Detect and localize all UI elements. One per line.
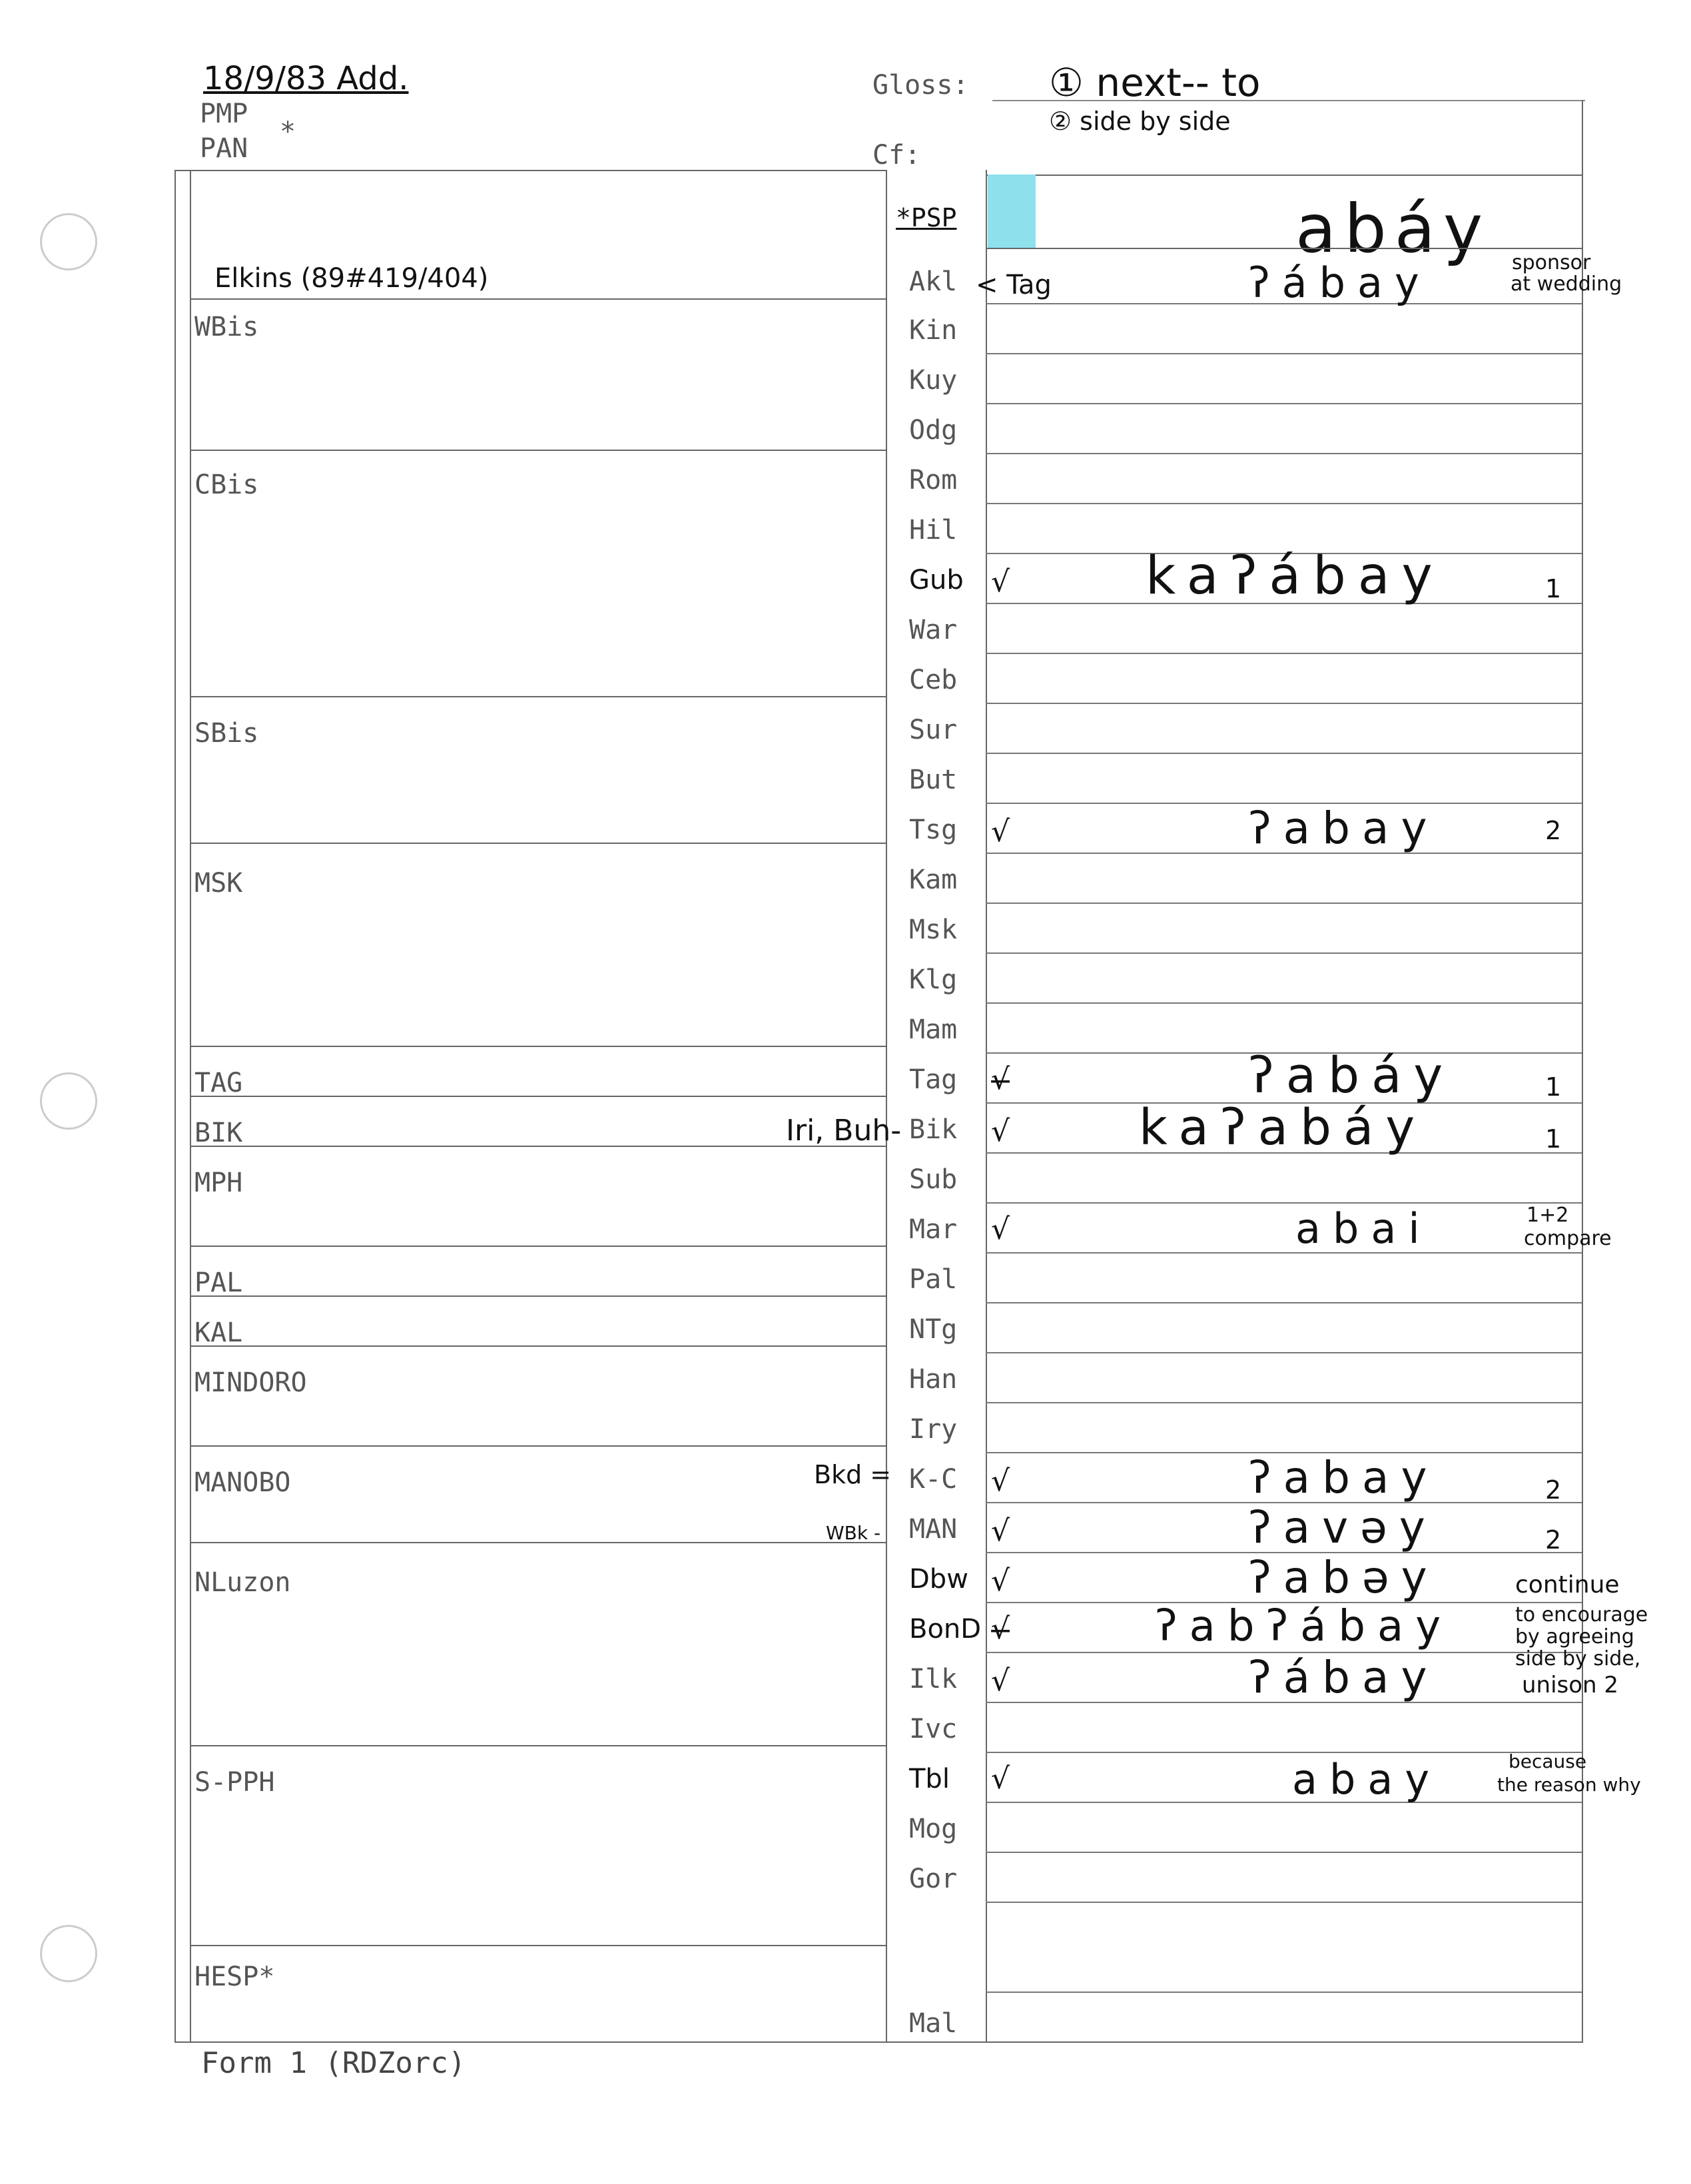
- row-line: [986, 1992, 1582, 1993]
- lang-ivc: Ivc: [909, 1714, 958, 1744]
- row-line: [986, 952, 1582, 954]
- ilk-form: ʔábay: [1249, 1652, 1439, 1703]
- group-divider: [190, 1046, 886, 1047]
- mar-form: abai: [1295, 1204, 1432, 1253]
- dbw-check: √: [991, 1564, 1010, 1598]
- group-wbis: WBis: [194, 312, 259, 342]
- punch-hole-middle: [40, 1072, 97, 1130]
- tsg-check: √: [991, 815, 1010, 849]
- bond-check: √̶: [991, 1612, 1010, 1646]
- group-divider: [190, 1246, 886, 1247]
- group-mph: MPH: [194, 1168, 243, 1198]
- group-divider: [190, 1745, 886, 1746]
- bond-note-c: side by side,: [1515, 1647, 1641, 1670]
- lang-gor: Gor: [909, 1864, 958, 1894]
- group-divider: [190, 1345, 886, 1347]
- bond-note-b: by agreeing: [1515, 1625, 1634, 1648]
- lang-akl: Akl: [909, 266, 958, 297]
- bond-note-a: to encourage: [1515, 1603, 1648, 1627]
- group-bik: BIK: [194, 1118, 243, 1148]
- group-divider: [190, 1945, 886, 1946]
- gloss-secondary: ② side by side: [1049, 107, 1231, 136]
- lang-ilk: Ilk: [909, 1664, 958, 1694]
- lang-tag: Tag: [909, 1064, 958, 1095]
- group-divider: [190, 1146, 886, 1147]
- row-line: [986, 1402, 1582, 1403]
- group-tag: TAG: [194, 1068, 243, 1098]
- tsg-gloss: 2: [1545, 816, 1562, 845]
- kc-gloss: 2: [1545, 1475, 1562, 1505]
- pmp-star: *: [280, 117, 296, 147]
- group-divider: [190, 696, 886, 697]
- group-nluzon: NLuzon: [194, 1567, 291, 1598]
- row-line: [986, 1752, 1582, 1753]
- group-msk: MSK: [194, 868, 243, 899]
- row-line: [986, 1352, 1582, 1353]
- lang-kin: Kin: [909, 315, 958, 346]
- akl-note-a: sponsor: [1512, 251, 1591, 274]
- lang-sur: Sur: [909, 715, 958, 745]
- lang-han: Han: [909, 1364, 958, 1395]
- tbl-note-a: because: [1509, 1750, 1587, 1772]
- row-line: [986, 703, 1582, 704]
- lang-bik: Bik: [909, 1114, 958, 1145]
- man-form: ʔavəy: [1249, 1502, 1437, 1553]
- lang-but: But: [909, 765, 958, 795]
- group-divider: [190, 1096, 886, 1097]
- lang-ntg: NTg: [909, 1314, 958, 1345]
- column-divider: [886, 170, 887, 2041]
- dbw-note: continue: [1515, 1571, 1620, 1599]
- mar-check: √: [991, 1212, 1010, 1246]
- group-pal: PAL: [194, 1268, 243, 1298]
- lang-man: MAN: [909, 1514, 958, 1545]
- group-cbis: CBis: [194, 470, 259, 500]
- mar-note-b: compare: [1524, 1227, 1612, 1250]
- lang-gub: Gub: [909, 565, 964, 595]
- psp-row-bottom: [986, 248, 1582, 249]
- lang-war: War: [909, 615, 958, 645]
- group-divider: [190, 1295, 886, 1297]
- psp-form: abáy: [1295, 190, 1491, 268]
- lang-mam: Mam: [909, 1014, 958, 1045]
- row-line: [986, 1852, 1582, 1853]
- man-prefix: WBk -: [826, 1522, 881, 1544]
- gub-gloss: 1: [1545, 574, 1562, 603]
- kc-form: ʔabay: [1249, 1452, 1439, 1503]
- ilk-note: unison 2: [1522, 1672, 1619, 1698]
- pan-label: PAN: [200, 133, 248, 164]
- group-kal: KAL: [194, 1317, 243, 1348]
- row-line: [986, 1302, 1582, 1303]
- bond-form: ʔabʔábay: [1156, 1602, 1453, 1651]
- tsg-form: ʔabay: [1249, 803, 1439, 854]
- group-divider: [190, 1542, 886, 1543]
- lang-mal: Mal: [909, 2008, 958, 2039]
- akl-prefix: < Tag: [976, 270, 1052, 300]
- dbw-form: ʔabəy: [1249, 1552, 1439, 1603]
- tag-gloss: 1: [1545, 1072, 1562, 1102]
- lang-mar: Mar: [909, 1214, 958, 1245]
- lang-hil: Hil: [909, 515, 958, 546]
- psp-highlight-cell: [988, 175, 1036, 248]
- man-gloss: 2: [1545, 1525, 1562, 1555]
- psp-label: *PSP: [896, 203, 957, 232]
- lang-pal: Pal: [909, 1264, 958, 1295]
- row-line: [986, 353, 1582, 354]
- lang-rom: Rom: [909, 465, 958, 496]
- kc-prefix: Bkd =: [814, 1460, 892, 1489]
- bik-check: √: [991, 1114, 1010, 1148]
- row-line: [986, 1202, 1582, 1204]
- tag-check: √̶: [991, 1062, 1010, 1096]
- row-line: [986, 503, 1582, 504]
- group-divider: [190, 298, 886, 300]
- tbl-check: √: [991, 1762, 1010, 1796]
- lang-k-c: K-C: [909, 1464, 958, 1495]
- row-line: [986, 453, 1582, 454]
- man-check: √: [991, 1514, 1010, 1548]
- cf-label: Cf:: [872, 140, 921, 171]
- kc-check: √: [991, 1464, 1010, 1498]
- group-divider: [190, 1445, 886, 1447]
- row-line: [986, 903, 1582, 904]
- lang-kam: Kam: [909, 865, 958, 895]
- frame-top: [174, 170, 886, 171]
- group-mindoro: MINDORO: [194, 1367, 307, 1398]
- date-note: 18/9/83 Add.: [203, 60, 409, 97]
- gub-form: kaʔábay: [1146, 546, 1445, 606]
- form-footer: Form 1 (RDZorc): [201, 2046, 466, 2080]
- tag-form: ʔabáy: [1249, 1047, 1455, 1104]
- row-line: [986, 1802, 1582, 1803]
- lang-dbw: Dbw: [909, 1564, 968, 1595]
- row-line: [986, 403, 1582, 404]
- akl-form: ʔábay: [1249, 258, 1431, 307]
- row-line: [986, 1252, 1582, 1254]
- lang-msk: Msk: [909, 914, 958, 945]
- lang-kuy: Kuy: [909, 365, 958, 396]
- row-line: [986, 1002, 1582, 1004]
- ilk-check: √: [991, 1664, 1010, 1698]
- bik-form: kaʔabáy: [1139, 1099, 1427, 1156]
- group-divider: [190, 843, 886, 844]
- gloss-label: Gloss:: [872, 70, 969, 101]
- gloss-underline: [992, 100, 1585, 101]
- mar-note-a: 1+2: [1526, 1204, 1569, 1227]
- lang-ceb: Ceb: [909, 665, 958, 695]
- lang-tsg: Tsg: [909, 815, 958, 845]
- lang-mog: Mog: [909, 1814, 958, 1844]
- frame-bottom: [174, 2041, 1583, 2043]
- cf-box-bottom: [986, 175, 1582, 176]
- lang-bond: BonD: [909, 1614, 982, 1644]
- lang-sub: Sub: [909, 1164, 958, 1195]
- lang-klg: Klg: [909, 964, 958, 995]
- form-column-divider: [986, 170, 987, 2041]
- bik-gloss: 1: [1545, 1124, 1562, 1154]
- lang-tbl: Tbl: [909, 1764, 950, 1794]
- pmp-label: PMP: [200, 99, 248, 129]
- group-manobo: MANOBO: [194, 1467, 291, 1498]
- group-sbis: SBis: [194, 718, 259, 749]
- akl-note-b: at wedding: [1511, 272, 1622, 296]
- group-hesp: HESP*: [194, 1962, 275, 1992]
- lang-odg: Odg: [909, 415, 958, 446]
- bik-prefix: Iri, Buh-: [786, 1114, 902, 1148]
- row-line: [986, 653, 1582, 654]
- punch-hole-bottom: [40, 1925, 97, 1982]
- gloss-primary: ① next-- to: [1049, 60, 1261, 105]
- lang-iry: Iry: [909, 1414, 958, 1445]
- elkins-reference: Elkins (89#419/404): [214, 263, 489, 294]
- gub-check: √: [991, 565, 1010, 599]
- tbl-form: abay: [1292, 1755, 1442, 1804]
- row-line: [986, 753, 1582, 754]
- frame-left-outer: [174, 170, 176, 2041]
- group-s-pph: S-PPH: [194, 1767, 275, 1798]
- tbl-note-b: the reason why: [1497, 1774, 1641, 1796]
- row-line: [986, 1902, 1582, 1903]
- group-divider: [190, 450, 886, 451]
- punch-hole-top: [40, 213, 97, 270]
